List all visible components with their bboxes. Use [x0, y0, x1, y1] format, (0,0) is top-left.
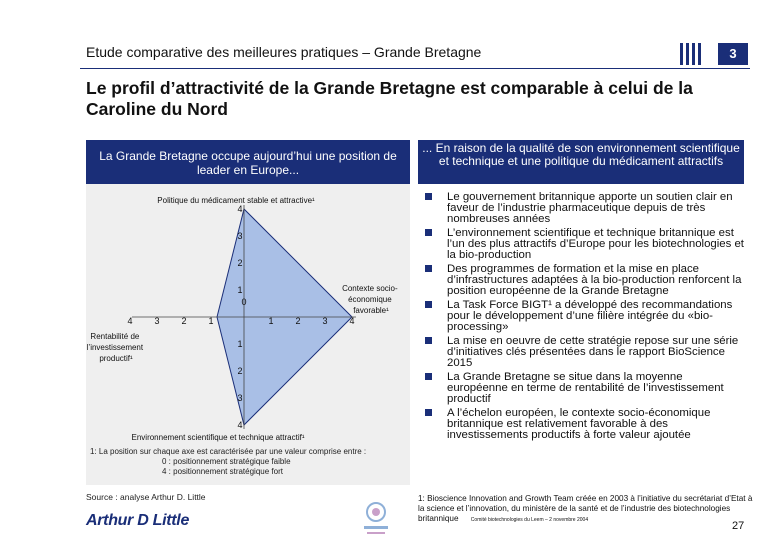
radar-tick-left-4: 4 [127, 316, 133, 326]
slide-title: Le profil d’attractivité de la Grande Bretagne est comparable à celui de la Caroline du Nord [86, 78, 693, 119]
radar-tick-right-3: 3 [322, 316, 328, 326]
list-item: La Task Force BIGT¹ a développé des recommandations pour le développement d’une filière intégrée du «bio-processing» [420, 300, 746, 333]
bullet-square-icon [425, 265, 432, 272]
list-item: L’environnement scientifique et technique britannique est l’un des plus attractifs d’Europe pour les biotechnologies et la bio-production [420, 228, 746, 261]
list-item: Le gouvernement britannique apporte un soutien clair en faveur de l’industrie pharmaceutique depuis de très nombreuses années [420, 192, 746, 225]
radar-tick-bottom-4: 4 [237, 420, 243, 430]
header-divider [80, 68, 750, 69]
legend-note-line-2: 0 : positionnement stratégique faible [162, 457, 291, 466]
radar-tick-top-4: 4 [237, 204, 243, 214]
bullet-square-icon [425, 229, 432, 236]
radar-tick-left-1: 1 [208, 316, 214, 326]
footnote-text: 1: Bioscience Innovation and Growth Team créée en 2003 à l’initiative du secrétariat d’Etat à la science et l’innovation, du ministère de la santé et de l’industrie des biotechnologies britannique [418, 494, 753, 523]
radar-tick-right-4: 4 [349, 316, 355, 326]
page-number: 27 [732, 520, 745, 532]
right-panel-header: ... En raison de la qualité de son environnement scientifique et technique et une politique du médicament attractifs [418, 140, 744, 184]
legend-note-line-3: 4 : positionnement stratégique fort [162, 467, 283, 476]
radar-legend-note [90, 447, 410, 477]
radar-tick-center: 0 [241, 297, 247, 307]
radar-tick-top-3: 3 [237, 231, 243, 241]
header-title: Etude comparative des meilleures pratiques – Grande Bretagne [86, 44, 482, 60]
axis-label-left: Rentabilité de l’investissement productif¹ [86, 332, 144, 363]
header-bars-decoration [680, 43, 706, 65]
radar-tick-right-2: 2 [295, 316, 301, 326]
radar-tick-left-3: 3 [154, 316, 160, 326]
radar-tick-left-2: 2 [181, 316, 187, 326]
bullet-square-icon [425, 337, 432, 344]
list-item: Des programmes de formation et la mise en place d’infrastructures adaptées à la bio-production renforcent la position européenne de la Grande Bretagne [420, 264, 746, 297]
bullet-list [420, 192, 746, 444]
bullet-square-icon [425, 373, 432, 380]
footnote [418, 494, 758, 525]
radar-tick-top-1: 1 [237, 285, 243, 295]
list-item: La mise en oeuvre de cette stratégie repose sur une série d’initiatives clés présentées dans le rapport BioScience 2015 [420, 336, 746, 369]
footnote-committee: Comité biotechnologies du Leem – 2 novembre 2004 [470, 517, 589, 523]
list-item: A l’échelon européen, le contexte socio-économique britannique est relativement favorable à des investissements productifs à forte valeur ajoutée [420, 408, 746, 441]
bullet-square-icon [425, 301, 432, 308]
radar-tick-bottom-2: 2 [237, 366, 243, 376]
radar-tick-top-2: 2 [237, 258, 243, 268]
list-item: La Grande Bretagne se situe dans la moyenne européenne en terme de rentabilité de l’investissement productif [420, 372, 746, 405]
radar-chart [86, 184, 410, 444]
section-number-badge: 3 [718, 43, 748, 65]
left-panel-header: La Grande Bretagne occupe aujourd’hui une position de leader en Europe... [86, 140, 410, 184]
radar-tick-bottom-3: 3 [237, 393, 243, 403]
partner-logo-icon [358, 498, 394, 538]
arthur-d-little-logo: Arthur D Little [86, 512, 190, 529]
radar-tick-bottom-1: 1 [237, 339, 243, 349]
axis-label-right: Contexte socio- économique favorable¹ [342, 284, 398, 315]
legend-note-line-1: 1: La position sur chaque axe est caractérisée par une valeur comprise entre : [90, 447, 367, 456]
axis-label-bottom: Environnement scientifique et technique attractif¹ [131, 433, 305, 442]
axis-label-top: Politique du médicament stable et attractive¹ [157, 196, 315, 205]
bullet-square-icon [425, 193, 432, 200]
bullet-square-icon [425, 409, 432, 416]
radar-tick-right-1: 1 [268, 316, 274, 326]
source-note: Source : analyse Arthur D. Little [86, 492, 206, 502]
